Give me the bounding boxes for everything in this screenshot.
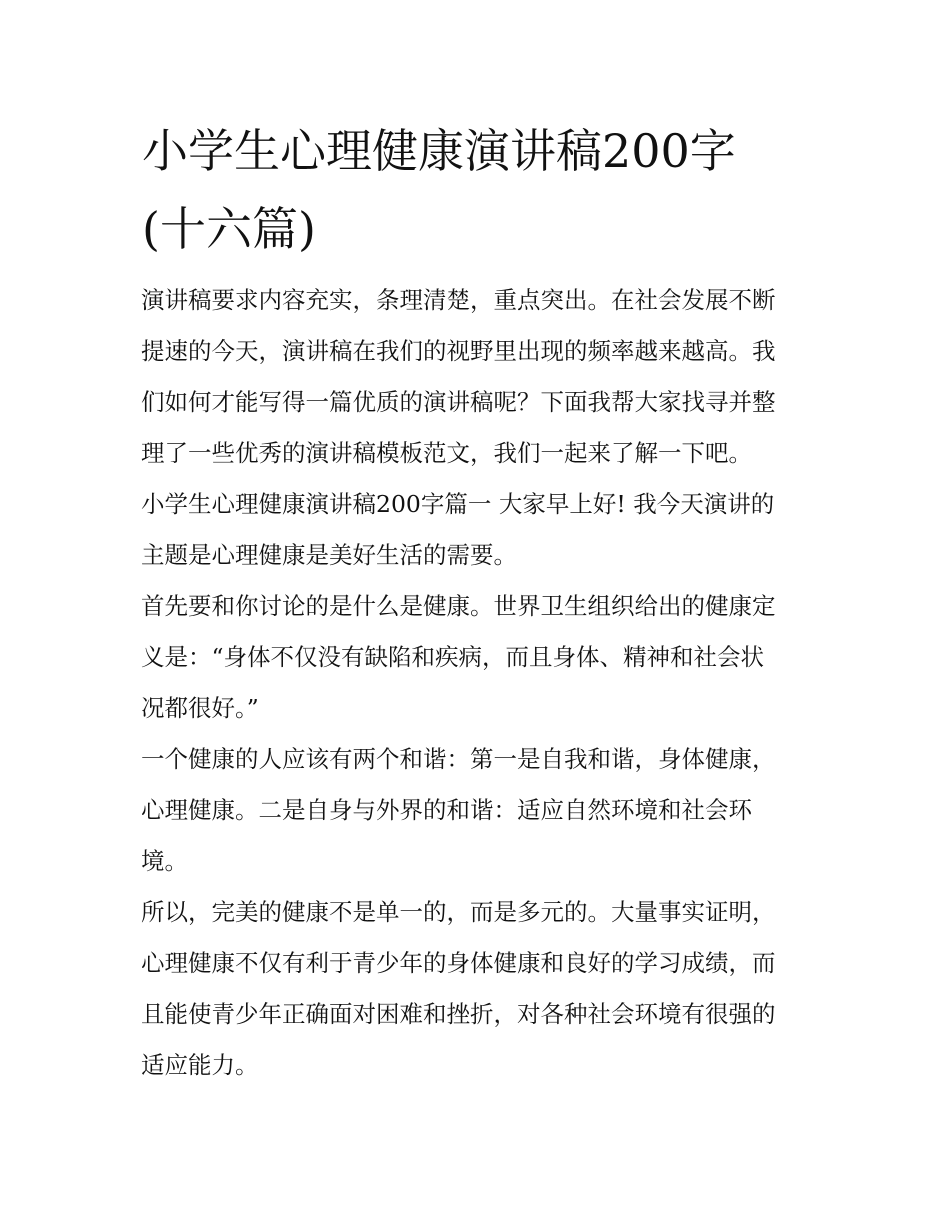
text-line: 且能使青少年正确面对困难和挫折，对各种社会环境有很强的 <box>141 1000 776 1028</box>
paragraph <box>141 275 821 479</box>
text-line: 小学生心理健康演讲稿200字篇一 大家早上好! 我今天演讲的 <box>141 490 775 518</box>
text-line: 心理健康。二是自身与外界的和谐：适应自然环境和社会环 <box>141 796 752 824</box>
text-line: 理了一些优秀的演讲稿模板范文，我们一起来了解一下吧。 <box>141 439 752 467</box>
text-line: 主题是心理健康是美好生活的需要。 <box>141 541 517 569</box>
text-line: 适应能力。 <box>141 1051 259 1079</box>
text-line: 境。 <box>141 847 188 875</box>
title-line: 小学生心理健康演讲稿200字 <box>142 124 736 178</box>
text-line: 提速的今天，演讲稿在我们的视野里出现的频率越来越高。我 <box>141 337 776 365</box>
paragraph <box>141 734 821 887</box>
title-line: (十六篇) <box>142 202 316 256</box>
text-line: 演讲稿要求内容充实，条理清楚，重点突出。在社会发展不断 <box>141 286 776 314</box>
paragraph <box>141 479 821 581</box>
paragraph <box>141 887 821 1091</box>
paragraph <box>141 581 821 734</box>
text-line: 心理健康不仅有利于青少年的身体健康和良好的学习成绩，而 <box>141 949 776 977</box>
document-title <box>142 112 822 268</box>
text-line: 况都很好。” <box>141 694 259 722</box>
text-line: 首先要和你讨论的是什么是健康。世界卫生组织给出的健康定 <box>141 592 776 620</box>
document-body <box>141 275 821 1091</box>
text-line: 们如何才能写得一篇优质的演讲稿呢？下面我帮大家找寻并整 <box>141 388 776 416</box>
text-line: 一个健康的人应该有两个和谐：第一是自我和谐，身体健康， <box>141 745 776 773</box>
text-line: 义是：“身体不仅没有缺陷和疾病，而且身体、精神和社会状 <box>141 643 765 671</box>
text-line: 所以，完美的健康不是单一的，而是多元的。大量事实证明， <box>141 898 776 926</box>
